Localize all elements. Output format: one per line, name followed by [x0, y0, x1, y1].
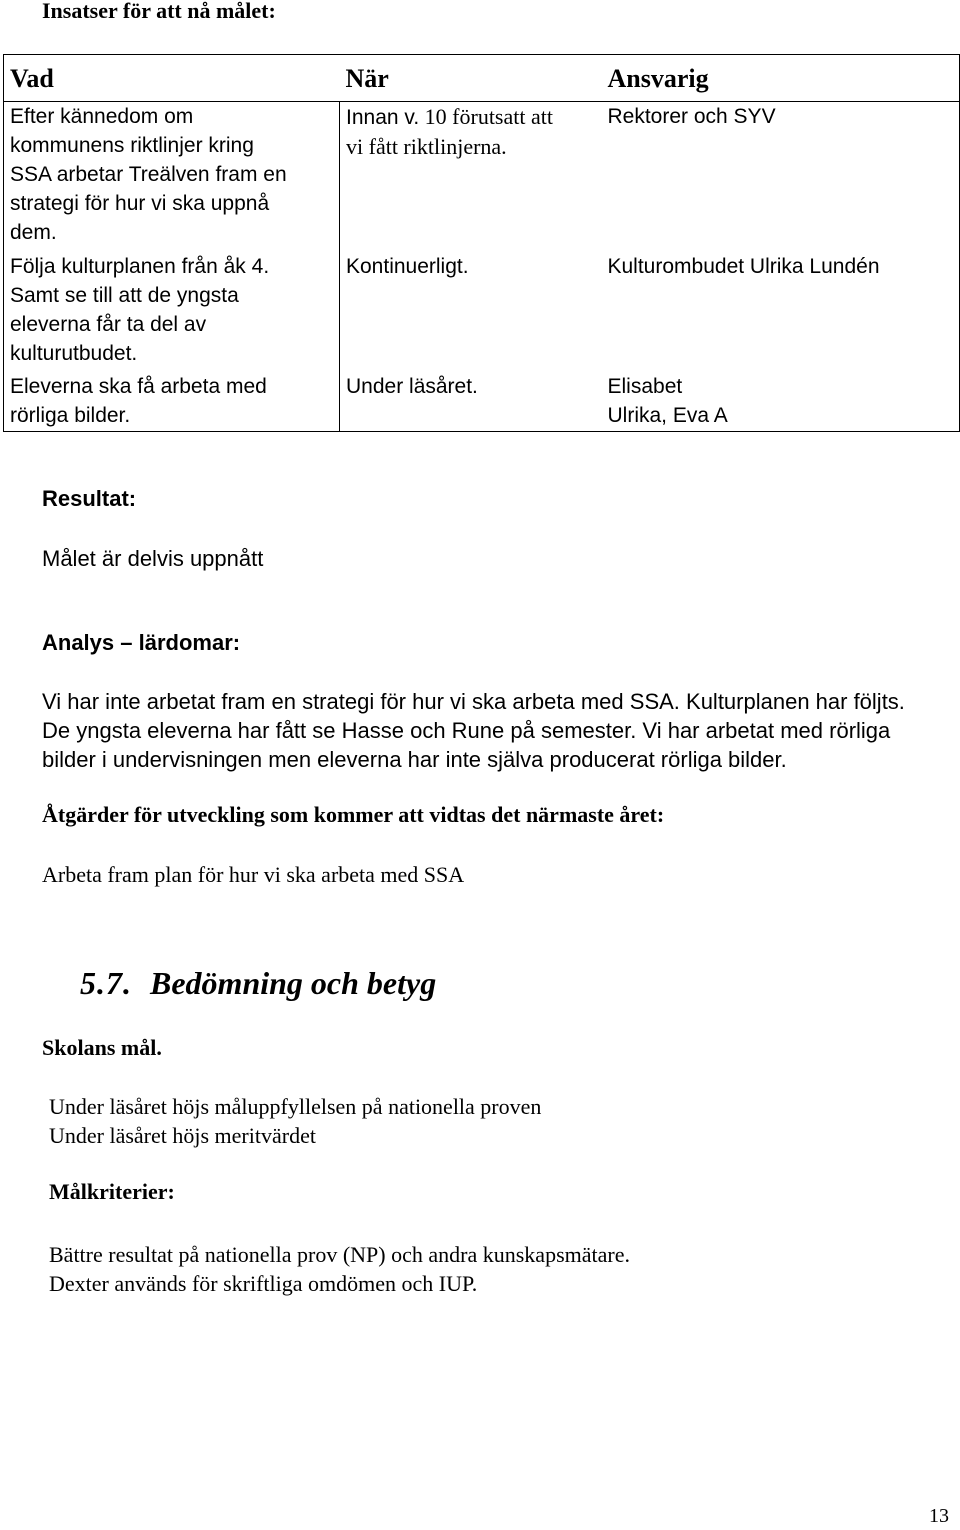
skolans-mal-line: Under läsåret höjs måluppfyllelsen på nationella proven [49, 1094, 542, 1119]
analys-line: De yngsta eleverna har fått se Hasse och Rune på semester. Vi har arbetat med rörliga [42, 718, 891, 743]
malkriterier-line: Bättre resultat på nationella prov (NP) och andra kunskapsmätare. [49, 1242, 630, 1267]
cell-nar: Under läsåret. [340, 372, 602, 432]
cell-ansvarig: Kulturombudet Ulrika Lundén [602, 252, 960, 372]
nar-text-rest: 10 förutsatt att vi fått riktlinjerna. [346, 104, 553, 159]
table-row [4, 102, 960, 253]
atgarder-heading: Åtgärder för utveckling som kommer att vidtas det närmaste året: [42, 802, 665, 827]
cell-vad: Eleverna ska få arbeta med rörliga bilder. [4, 372, 340, 432]
table-row [4, 372, 960, 432]
header-vad: Vad [4, 55, 340, 102]
analys-heading: Analys – lärdomar: [42, 630, 241, 655]
analys-line: Vi har inte arbetat fram en strategi för hur vi ska arbeta med SSA. Kulturplanen har följts. [42, 689, 905, 714]
table-row [4, 252, 960, 372]
malkriterier-heading: Målkriterier: [49, 1179, 175, 1204]
malkriterier-line: Dexter används för skriftliga omdömen och IUP. [49, 1271, 478, 1296]
nar-text-part: Innan v. [346, 106, 420, 129]
section-title [80, 965, 436, 1002]
cell-vad: Följa kulturplanen från åk 4. Samt se till att de yngsta eleverna får ta del av kulturutbudet. [4, 252, 340, 372]
insatser-heading: Insatser för att nå målet: [42, 0, 276, 23]
header-ansvarig: Ansvarig [602, 55, 960, 102]
header-nar: När [340, 55, 602, 102]
resultat-heading: Resultat: [42, 486, 137, 511]
section-number: 5.7. [80, 965, 132, 1001]
atgarder-text: Arbeta fram plan för hur vi ska arbeta med SSA [42, 862, 465, 887]
analys-line: bilder i undervisningen men eleverna har inte själva producerat rörliga bilder. [42, 747, 787, 772]
table-header-row [4, 55, 960, 102]
resultat-text: Målet är delvis uppnått [42, 546, 264, 571]
action-plan-table [3, 54, 960, 432]
cell-vad: Efter kännedom om kommunens riktlinjer kring SSA arbetar Treälven fram en strategi för hur vi ska uppnå dem. [4, 102, 340, 253]
skolans-mal-heading: Skolans mål. [42, 1035, 162, 1060]
cell-ansvarig: Elisabet Ulrika, Eva A [602, 372, 960, 432]
cell-nar: Kontinuerligt. [340, 252, 602, 372]
cell-nar [340, 102, 602, 253]
page-number: 13 [929, 1505, 949, 1527]
cell-ansvarig: Rektorer och SYV [602, 102, 960, 253]
skolans-mal-line: Under läsåret höjs meritvärdet [49, 1123, 316, 1148]
section-name: Bedömning och betyg [150, 965, 437, 1001]
